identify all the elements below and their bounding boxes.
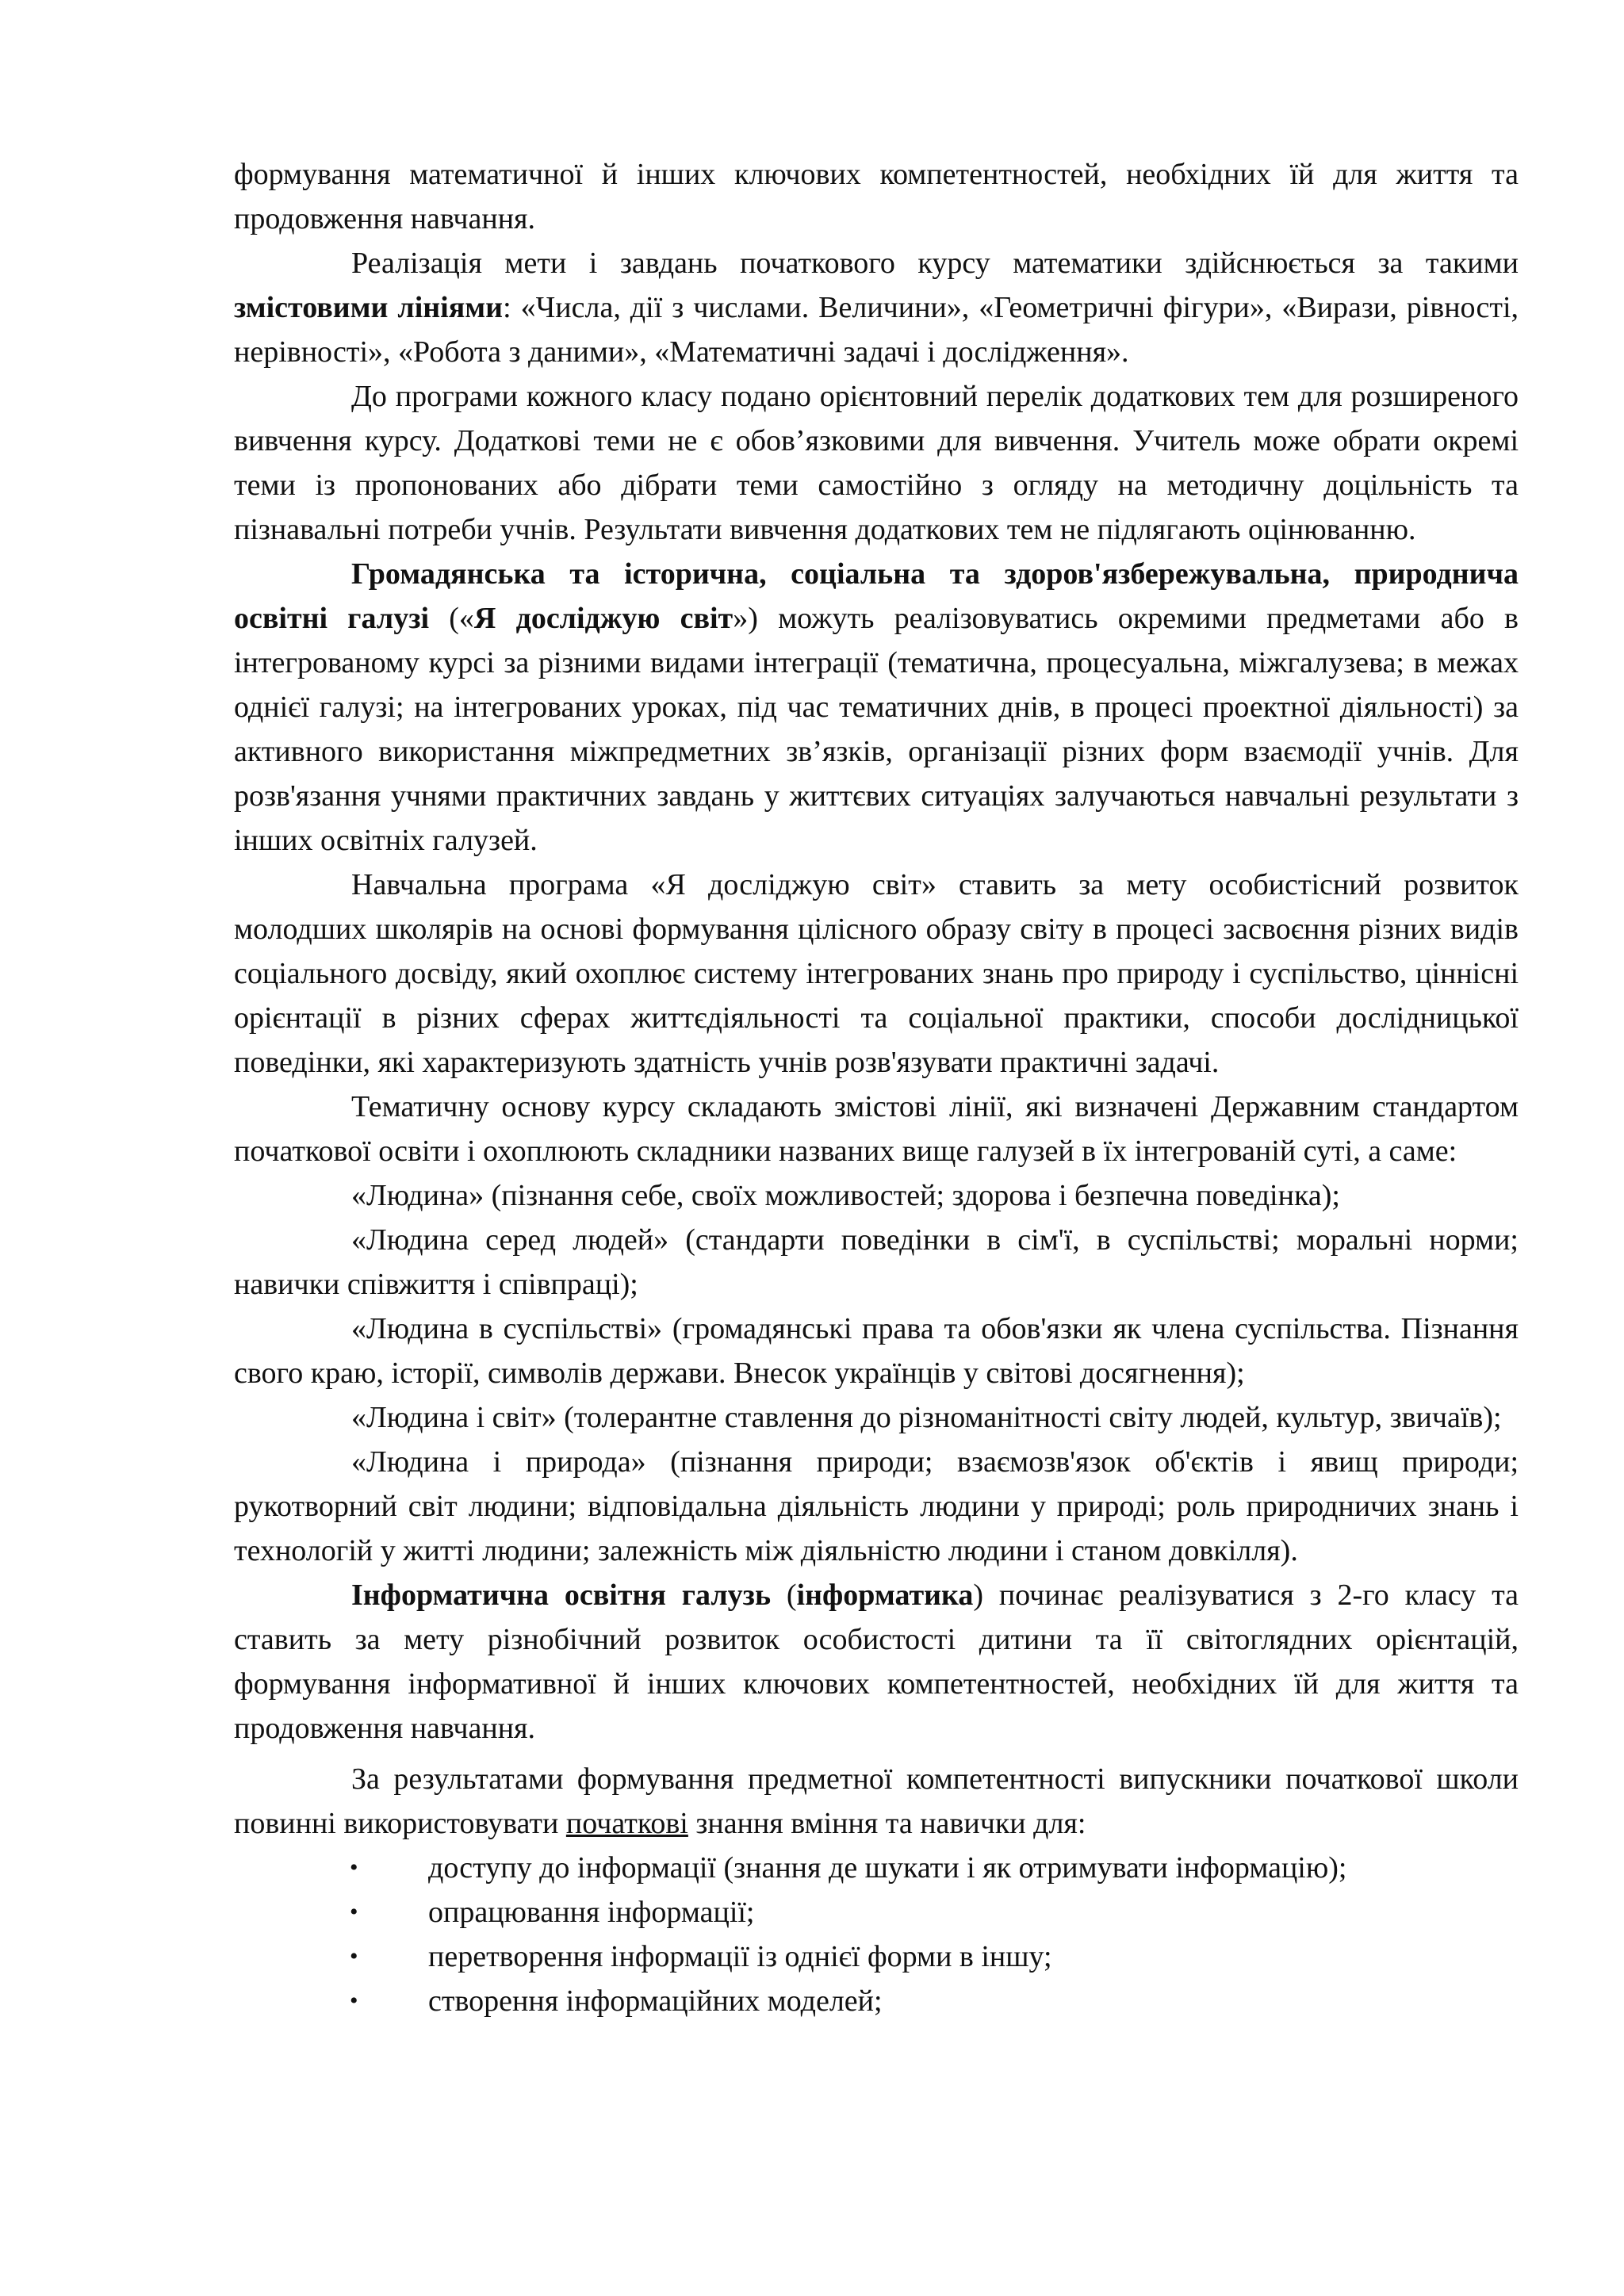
text-run: : «Числа, дії з числами. Величини», «Геометричні фігури», «Вирази, рівності, нерівності», «Робота з даними», «Математичні задачі і дослідження». [234,291,1519,369]
list-item [234,1979,1519,2023]
bullet-icon: • [350,1988,358,2014]
text-run: Реалізація мети і завдань початкового курсу математики здійснюється за такими [351,247,1519,280]
paragraph-math-content-lines [234,241,1519,374]
list-item [234,1846,1519,1890]
bullet-icon: • [350,1899,358,1925]
paragraph-graduate-skills [234,1757,1519,1846]
text-run: (« [429,602,474,635]
list-item-text: створення інформаційних моделей; [428,1984,883,2018]
underlined-word-initial: початкові [565,1807,688,1840]
bold-term-informatics: інформатика [796,1578,974,1612]
text-run: ») можуть реалізовуватись окремими предметами або в інтегрованому курсі за різними видами інтеграції (тематична, процесуальна, міжгалузева; в межах однієї галузі; на інтегрованих уроках, під час тематичних днів, в процесі проектної діяльності) за активного використання міжпредметних зв’язків, організації різних форм взаємодії учнів. Для розв'язання учнями практичних завдань у життєвих ситуаціях залучаються навчальні результати з інших освітніх галузей. [234,602,1519,857]
paragraph-line-person-and-nature: «Людина і природа» (пізнання природи; взаємозв'язок об'єктів і явищ природи; рукотворний світ людини; відповідальна діяльність людини у природі; роль природничих знань і технологій у житті людини; залежність між діяльністю людини і станом довкілля). [234,1445,1519,1567]
document-page [234,152,1519,2023]
paragraph-civic-natural-fields [234,552,1519,863]
paragraph-math-competence: формування математичної й інших ключових компетентностей, необхідних їй для життя та продовження навчання. [234,158,1519,235]
text-run: ( [771,1578,797,1612]
paragraph-line-person-in-society: «Людина в суспільстві» (громадянські права та обов'язки як члена суспільства. Пізнання свого краю, історії, символів держави. Внесок українців у світові досягнення); [234,1312,1519,1390]
skills-bullet-list [234,1846,1519,2023]
bullet-icon: • [350,1943,358,1969]
paragraph-informatics-field [234,1573,1519,1751]
text-run: ) починає реалізуватися з 2-го класу та ставить за мету різнобічний розвиток особистості дитини та її світоглядних орієнтацій, формування інформативної й інших ключових компетентностей, необхідних їй для життя та продовження навчання. [234,1578,1519,1745]
bold-term-education-fields: Громадянська та історична, соціальна та здоров'язбережувальна, природнича освітні галузі [234,557,1519,635]
list-item [234,1890,1519,1934]
paragraph-line-person-and-world: «Людина і світ» (толерантне ставлення до різноманітності світу людей, культур, звичаїв); [351,1401,1502,1434]
paragraph-thematic-basis: Тематичну основу курсу складають змістові лінії, які визначені Державним стандартом початкової освіти і охоплюють складники названих вище галузей в їх інтегрованій суті, а саме: [234,1090,1519,1168]
paragraph-line-person: «Людина» (пізнання себе, своїх можливостей; здорова і безпечна поведінка); [351,1179,1340,1212]
bold-term-content-lines: змістовими лініями [234,291,504,324]
list-item-text: перетворення інформації із однієї форми в іншу; [428,1940,1052,1973]
text-run: За результатами формування предметної компетентності випускники початкової школи повинні використовувати [234,1762,1519,1840]
paragraph-line-person-among-people: «Людина серед людей» (стандарти поведінки в сім'ї, в суспільстві; моральні норми; навички співжиття і співпраці); [234,1223,1519,1301]
bold-term-i-explore-world: Я досліджую світ [473,602,733,635]
bold-term-informatics-field: Інформатична освітня галузь [351,1578,772,1612]
bullet-icon: • [350,1854,358,1881]
paragraph-additional-topics: До програми кожного класу подано орієнтовний перелік додаткових тем для розширеного вивчення курсу. Додаткові теми не є обов’язковими для вивчення. Учитель може обрати окремі теми із пропонованих або дібрати теми самостійно з огляду на методичну доцільність та пізнавальні потреби учнів. Результати вивчення додаткових тем не підлягають оцінюванню. [234,380,1519,546]
list-item [234,1934,1519,1979]
text-run: знання вміння та навички для: [688,1807,1086,1840]
paragraph-program-goal: Навчальна програма «Я досліджую світ» ставить за мету особистісний розвиток молодших школярів на основі формування цілісного образу світу в процесі засвоєння різних видів соціального досвіду, який охоплює систему інтегрованих знань про природу і суспільство, ціннісні орієнтації в різних сферах життєдіяльності та соціальної практики, способи дослідницької поведінки, які характеризують здатність учнів розв'язувати практичні задачі. [234,868,1519,1079]
list-item-text: опрацювання інформації; [428,1896,755,1929]
list-item-text: доступу до інформації (знання де шукати і як отримувати інформацію); [428,1851,1347,1885]
